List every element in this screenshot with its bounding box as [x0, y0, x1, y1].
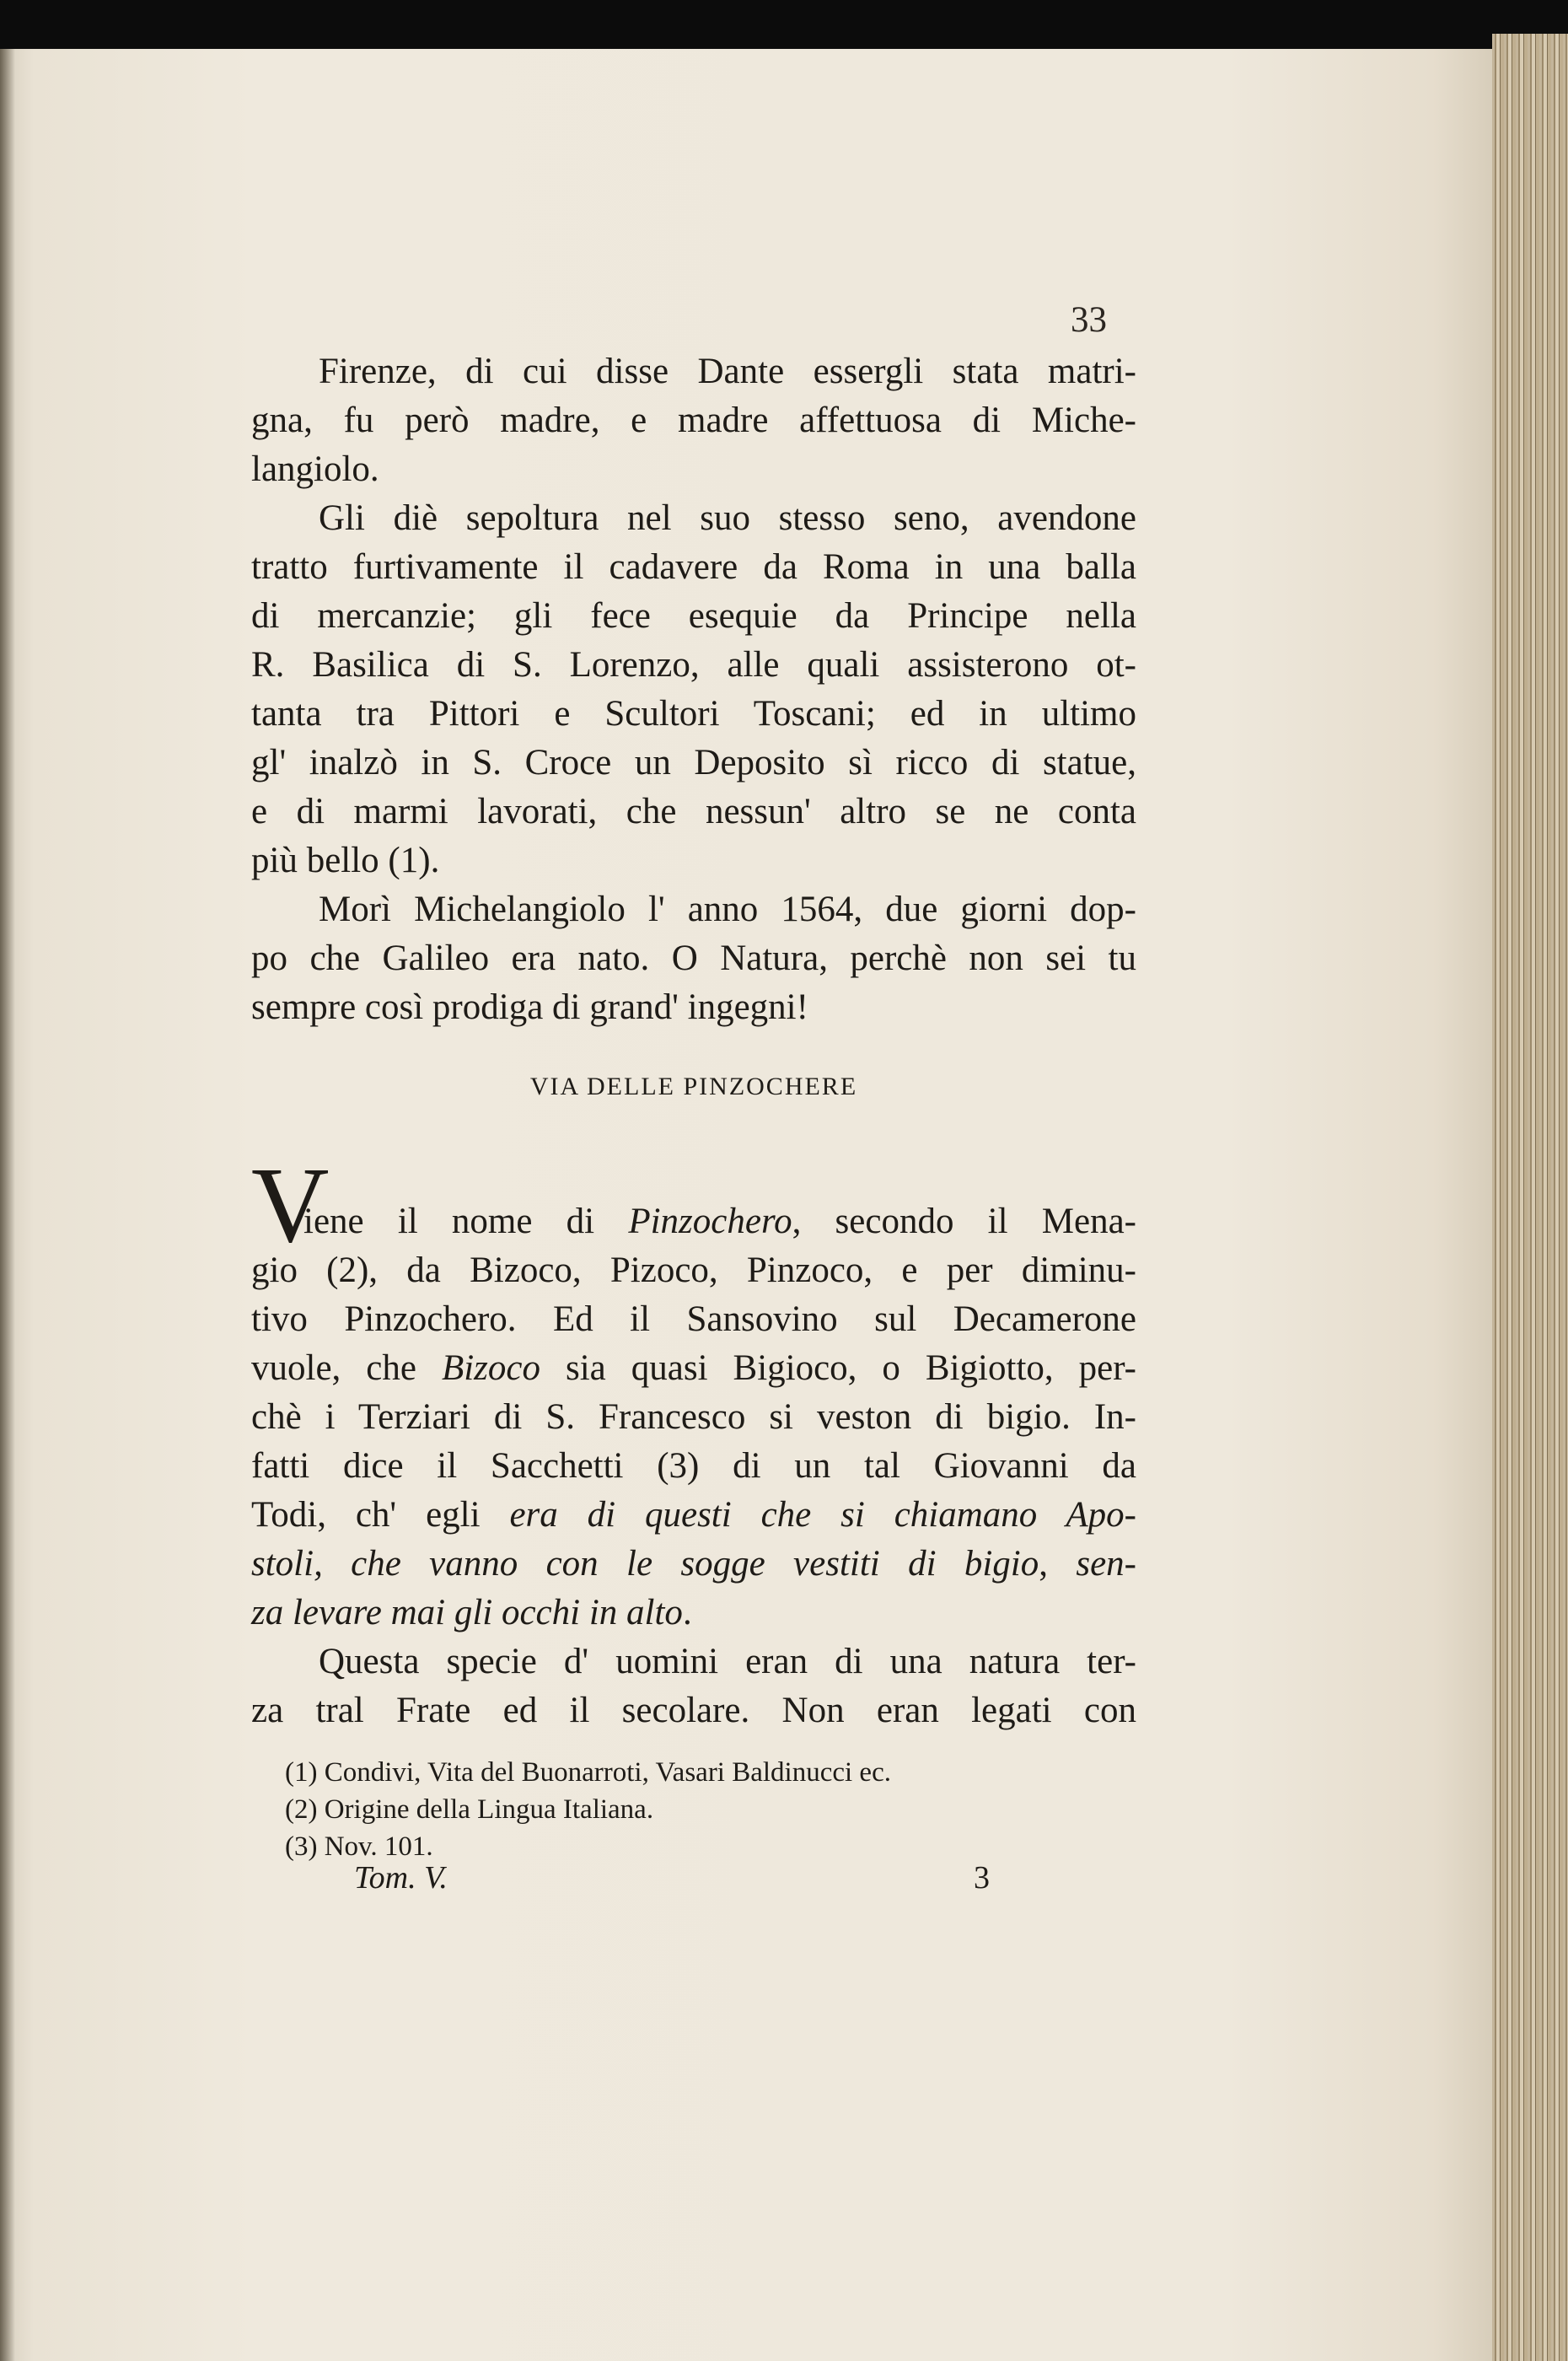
- text-line: Questa specie d' uomini eran di una natura ter-: [319, 1642, 1136, 1681]
- spine-shadow: [0, 49, 15, 2361]
- text-line: Firenze, di cui disse Dante essergli stata matri-: [319, 352, 1136, 391]
- text-line: tanta tra Pittori e Scultori Toscani; ed in ultimo: [251, 694, 1136, 734]
- text-line: vuole, che Bizoco sia quasi Bigioco, o Bigiotto, per-: [251, 1348, 1136, 1388]
- text-line: tivo Pinzochero. Ed il Sansovino sul Decamerone: [251, 1299, 1136, 1339]
- text-line: Todi, ch' egli era di questi che si chiamano Apo-: [251, 1495, 1136, 1535]
- text-line: e di marmi lavorati, che nessun' altro se ne conta: [251, 792, 1136, 831]
- text-line: po che Galileo era nato. O Natura, perchè non sei tu: [251, 938, 1136, 978]
- text-line: stoli, che vanno con le sogge vestiti di bigio, sen-: [251, 1544, 1136, 1584]
- text-line: gio (2), da Bizoco, Pizoco, Pinzoco, e per diminu-: [251, 1250, 1136, 1290]
- text-line: tratto furtivamente il cadavere da Roma in una balla: [251, 547, 1136, 587]
- text-line: sempre così prodiga di grand' ingegni!: [251, 987, 808, 1027]
- text-line: gl' inalzò in S. Croce un Deposito sì ricco di statue,: [251, 743, 1136, 783]
- text-line: di mercanzie; gli fece esequie da Principe nella: [251, 596, 1136, 636]
- text-line: za levare mai gli occhi in alto.: [251, 1593, 692, 1632]
- text-line: chè i Terziari di S. Francesco si veston di bigio. In-: [251, 1397, 1136, 1437]
- footnote: (3) Nov. 101.: [285, 1831, 433, 1862]
- section-heading: VIA DELLE PINZOCHERE: [529, 1073, 858, 1100]
- text-line: langiolo.: [251, 449, 379, 489]
- footnote: (1) Condivi, Vita del Buonarroti, Vasari Baldinucci ec.: [285, 1757, 891, 1788]
- body-text-upper: [251, 347, 1136, 1032]
- footnote: (2) Origine della Lingua Italiana.: [285, 1794, 654, 1825]
- text-line: fatti dice il Sacchetti (3) di un tal Giovanni da: [251, 1446, 1136, 1486]
- body-text-lower: [251, 1197, 1136, 1735]
- page-number: 33: [1071, 300, 1107, 340]
- text-line: Gli diè sepoltura nel suo stesso seno, avendone: [319, 498, 1136, 538]
- signature-mark: 3: [974, 1860, 990, 1896]
- text-line: gna, fu però madre, e madre affettuosa di Miche-: [251, 401, 1136, 440]
- text-line: iene il nome di Pinzochero, secondo il Mena-: [303, 1202, 1136, 1241]
- volume-signature: Tom. V.: [354, 1860, 448, 1896]
- page-edges: [1492, 34, 1568, 2361]
- text-line: Morì Michelangiolo l' anno 1564, due giorni dop-: [319, 890, 1136, 929]
- text-line: più bello (1).: [251, 841, 440, 880]
- footnotes: [285, 1754, 891, 1865]
- text-line: za tral Frate ed il secolare. Non eran legati con: [251, 1691, 1136, 1730]
- text-line: R. Basilica di S. Lorenzo, alle quali assisterono ot-: [251, 645, 1136, 685]
- drop-cap: V: [251, 1145, 330, 1265]
